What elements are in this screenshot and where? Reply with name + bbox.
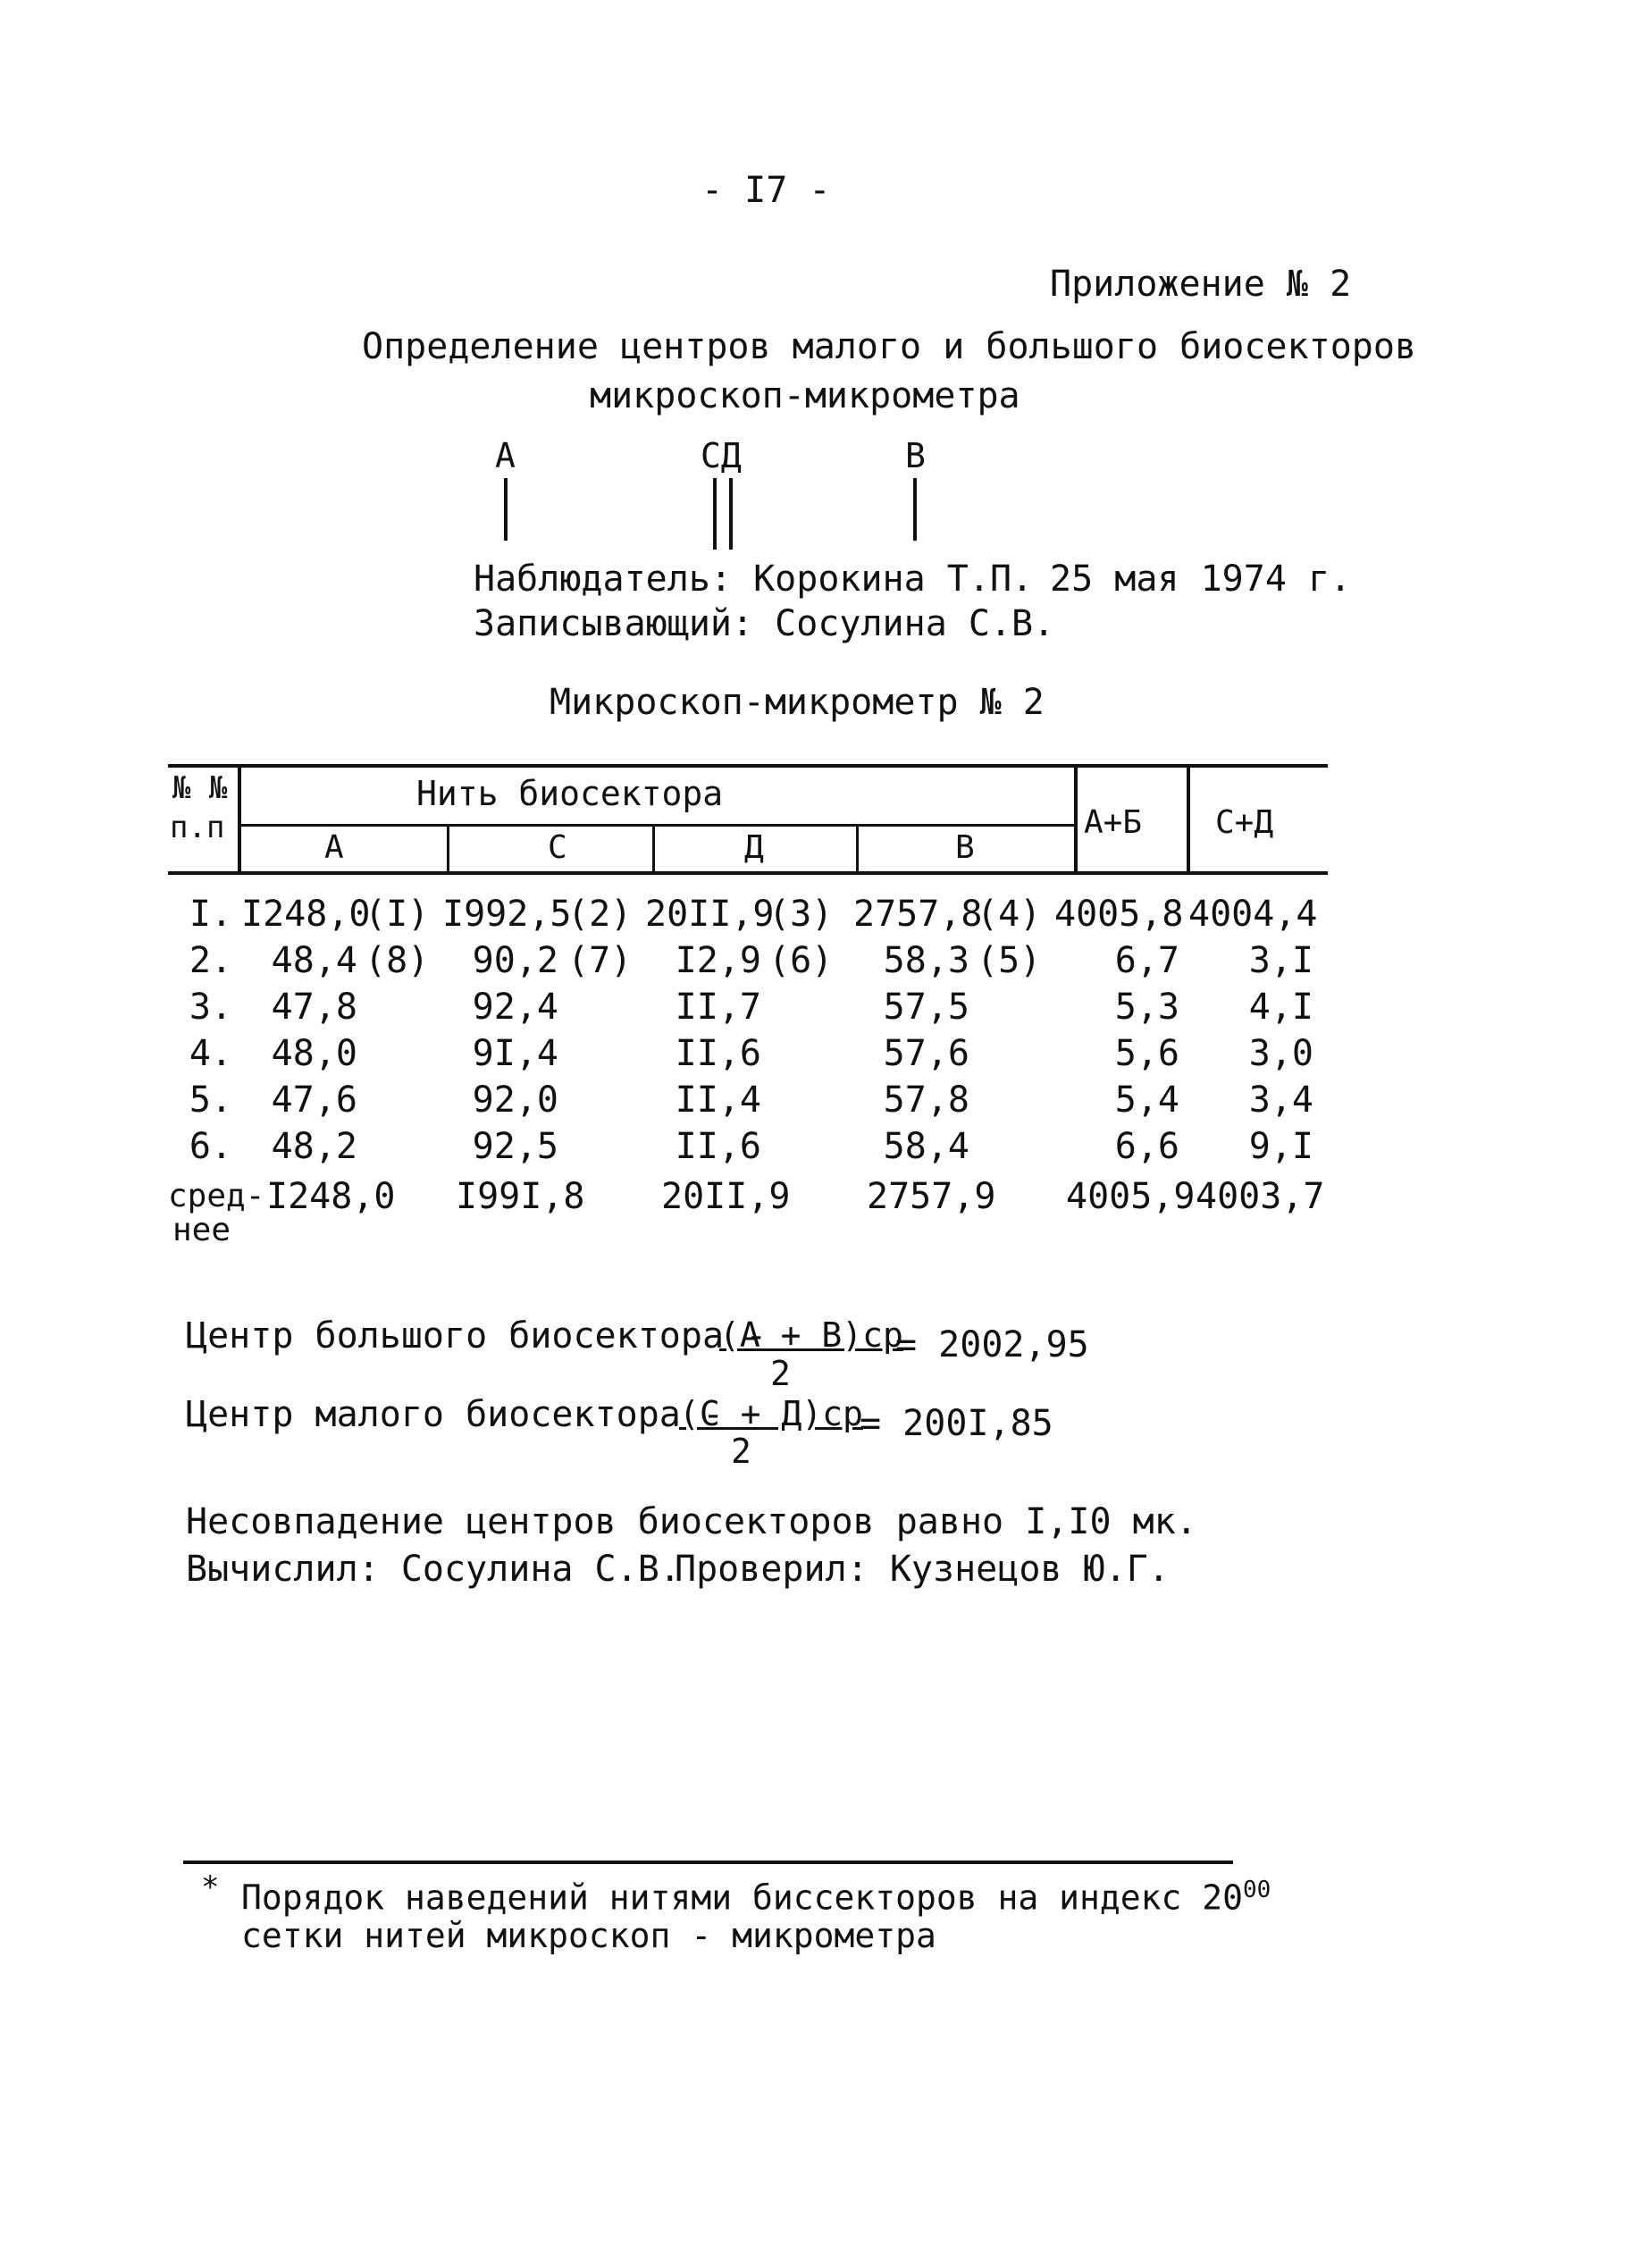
cell-cd: 4,I: [1248, 987, 1313, 1028]
result-big-label: Центр большого биосектора -: [186, 1315, 768, 1357]
avg-label-2: нее: [172, 1212, 231, 1248]
footnote-rule: [183, 1861, 1233, 1864]
avg-c: I99I,8: [456, 1176, 585, 1217]
cell-ab: 6,7: [1114, 940, 1179, 981]
cell-d-o: (3): [768, 894, 834, 935]
table-group-rule: [239, 824, 1076, 827]
cell-cd: 3,4: [1248, 1079, 1313, 1121]
cell-b: 2757,8: [853, 894, 983, 935]
cell-n: 6.: [189, 1126, 232, 1167]
footnote-superscript: 00: [1243, 1877, 1271, 1903]
cell-c-o: (7): [567, 940, 633, 981]
diagram-line-d: [729, 478, 733, 550]
computed-by: Вычислил: Сосулина С.В.: [186, 1549, 681, 1590]
cell-d: 20II,9: [645, 894, 775, 935]
cell-b-o: (4): [977, 894, 1042, 935]
cell-c: 92,0: [472, 1079, 558, 1121]
cell-cd: 4004,4: [1188, 894, 1318, 935]
head-group: Нить биосектора: [416, 774, 724, 813]
cell-a: 48,2: [271, 1126, 357, 1167]
diagram-line-b: [913, 478, 917, 541]
cell-a: 47,6: [271, 1079, 357, 1121]
avg-b: 2757,9: [867, 1176, 996, 1217]
avg-label-1: сред-: [168, 1178, 265, 1214]
result-big-denominator: 2: [770, 1354, 791, 1393]
cell-c-o: (2): [567, 894, 633, 935]
cell-n: 4.: [189, 1033, 232, 1074]
cell-a: 48,4: [271, 940, 357, 981]
footnote-line1: [241, 1877, 1271, 1918]
result-big-value: = 2002,95: [895, 1324, 1089, 1365]
table-top-rule: [168, 764, 1328, 768]
diagram-line-c: [713, 478, 717, 550]
cell-d-o: (6): [768, 940, 834, 981]
checked-by: Проверил: Кузнецов Ю.Г.: [675, 1549, 1170, 1590]
table-header-rule: [168, 871, 1328, 875]
cell-cd: 3,I: [1248, 940, 1313, 981]
result-big-numerator: (А + В)ср: [719, 1315, 903, 1355]
cell-n: I.: [189, 894, 232, 935]
cell-c: 9I,4: [472, 1033, 558, 1074]
cell-a: 48,0: [271, 1033, 357, 1074]
cell-n: 5.: [189, 1079, 232, 1121]
avg-ab: 4005,9: [1066, 1176, 1196, 1217]
cell-ab: 4005,8: [1054, 894, 1184, 935]
cell-c: 90,2: [472, 940, 558, 981]
footnote-line2: сетки нитей микроскоп - микрометра: [241, 1916, 936, 1955]
cell-cd: 9,I: [1248, 1126, 1313, 1167]
instrument-title: Микроскоп-микрометр № 2: [550, 682, 1045, 723]
cell-cd: 3,0: [1248, 1033, 1313, 1074]
head-c: С: [548, 829, 567, 866]
page-title-line1: Определение центров малого и большого биосекторов: [362, 326, 1417, 367]
table-vrule-1: [238, 764, 241, 871]
cell-b: 58,4: [883, 1126, 969, 1167]
footnote-mark: *: [201, 1869, 220, 1905]
appendix-label: Приложение № 2: [1050, 264, 1352, 305]
cell-a-o: (8): [365, 940, 430, 981]
avg-a: I248,0: [266, 1176, 396, 1217]
cell-a: I248,0: [241, 894, 371, 935]
table-vrule-5: [1074, 764, 1078, 871]
table-vrule-3: [652, 824, 655, 871]
cell-ab: 5,6: [1114, 1033, 1179, 1074]
cell-ab: 5,4: [1114, 1079, 1179, 1121]
cell-c: 92,4: [472, 987, 558, 1028]
cell-d: II,6: [675, 1033, 761, 1074]
cell-b-o: (5): [977, 940, 1042, 981]
table-vrule-2: [447, 824, 449, 871]
head-num-2: п.п: [170, 810, 225, 845]
page-title-line2: микроскоп-микрометра: [590, 375, 1020, 416]
table-vrule-6: [1187, 764, 1190, 871]
cell-b: 57,5: [883, 987, 969, 1028]
cell-b: 57,8: [883, 1079, 969, 1121]
result-small-numerator: (С + Д)ср: [679, 1394, 863, 1433]
page-number: - I7 -: [701, 170, 831, 211]
cell-a-o: (I): [365, 894, 430, 935]
cell-d: I2,9: [675, 940, 761, 981]
cell-n: 3.: [189, 987, 232, 1028]
head-cd: С+Д: [1215, 804, 1274, 841]
result-small-denominator: 2: [731, 1432, 751, 1471]
observer-line: Наблюдатель: Корокина Т.П.: [474, 559, 1034, 600]
head-b: В: [955, 829, 975, 866]
diagram-label-cd: СД: [701, 436, 742, 475]
head-ab: А+Б: [1084, 804, 1143, 841]
result-small-value: = 200I,85: [860, 1403, 1053, 1444]
diagram-label-a: А: [495, 436, 516, 475]
recorder-line: Записывающий: Сосулина С.В.: [474, 603, 1055, 644]
cell-d: II,6: [675, 1126, 761, 1167]
head-a: А: [324, 829, 344, 866]
diagram-line-a: [504, 478, 508, 541]
cell-b: 57,6: [883, 1033, 969, 1074]
head-num-1: № №: [172, 770, 228, 806]
cell-d: II,7: [675, 987, 761, 1028]
head-d: Д: [744, 829, 764, 866]
cell-n: 2.: [189, 940, 232, 981]
cell-b: 58,3: [883, 940, 969, 981]
result-small-label: Центр малого биосектора -: [186, 1394, 725, 1435]
avg-cd: 4003,7: [1196, 1176, 1325, 1217]
cell-ab: 6,6: [1114, 1126, 1179, 1167]
table-vrule-4: [856, 824, 859, 871]
cell-a: 47,8: [271, 987, 357, 1028]
mismatch-line: Несовпадение центров биосекторов равно I,I0 мк.: [186, 1501, 1197, 1542]
cell-d: II,4: [675, 1079, 761, 1121]
diagram-label-b: В: [905, 436, 926, 475]
cell-c: 92,5: [472, 1126, 558, 1167]
avg-d: 20II,9: [661, 1176, 791, 1217]
cell-ab: 5,3: [1114, 987, 1179, 1028]
date-line: 25 мая 1974 г.: [1050, 559, 1352, 600]
cell-c: I992,5: [442, 894, 572, 935]
footnote-text: Порядок наведений нитями биссекторов на индекс 20: [241, 1877, 1244, 1918]
